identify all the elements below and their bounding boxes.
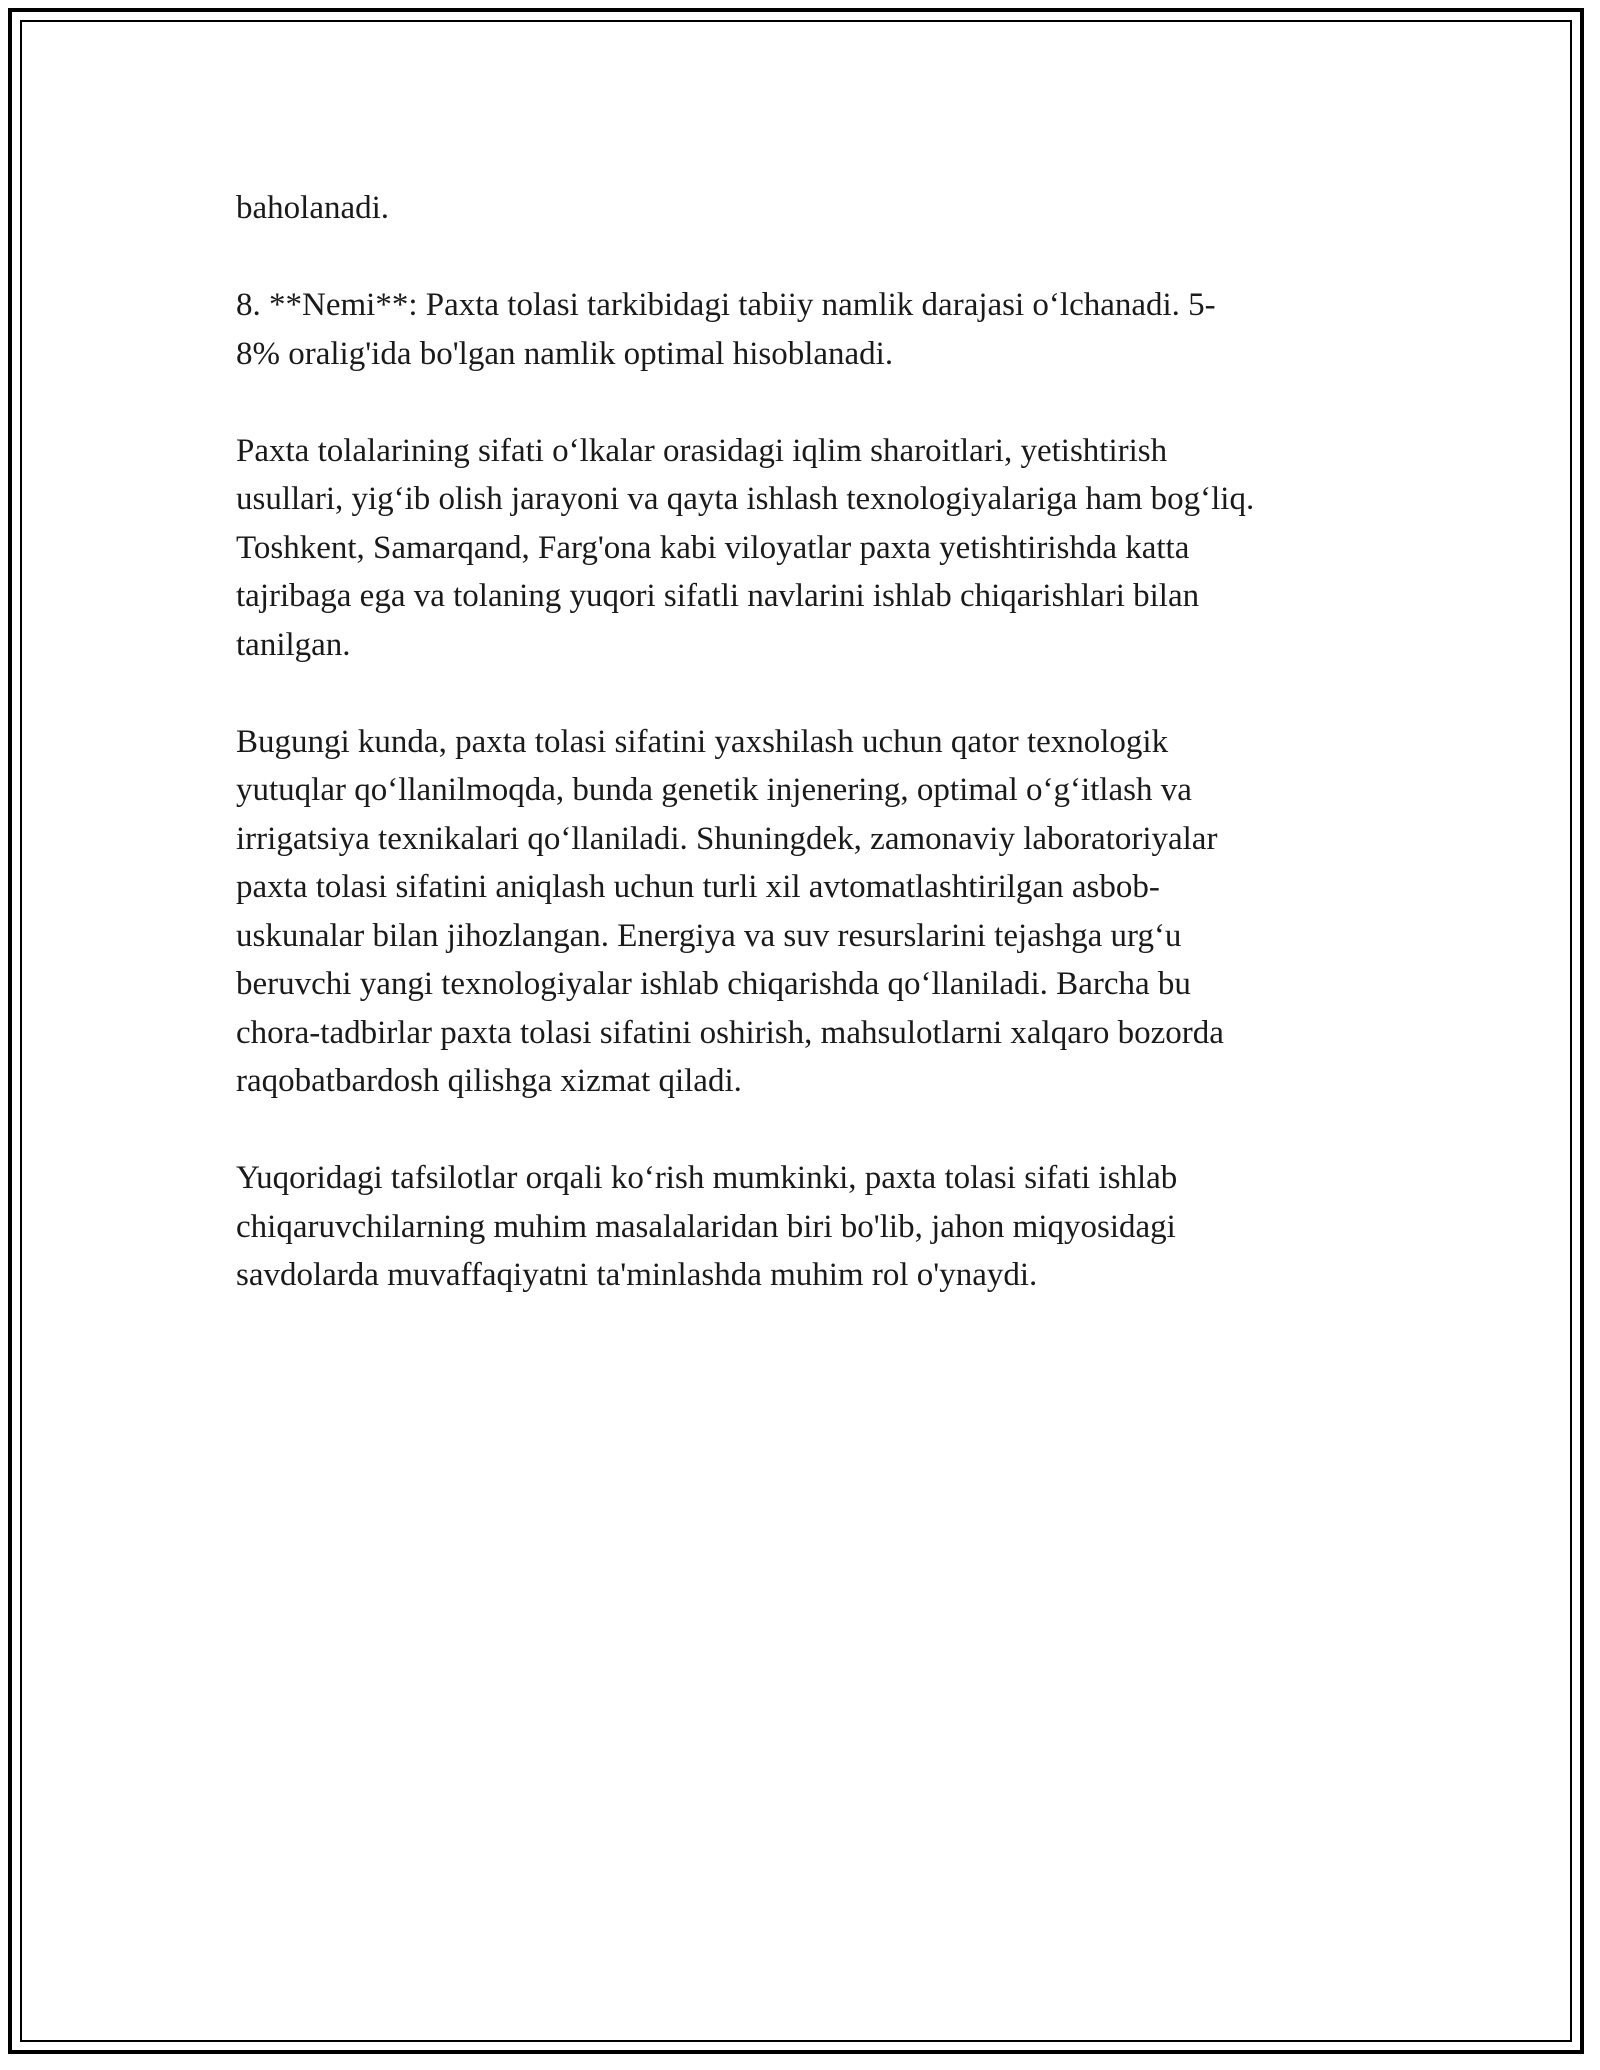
text-line: tajribaga ega va tolaning yuqori sifatli navlarini ishlab chiqarishlari bilan xyxy=(236,578,1200,614)
text-line: Toshkent, Samarqand, Farg'ona kabi viloyatlar paxta yetishtirishda katta xyxy=(236,529,1190,566)
text-line: 8% oralig'ida bo'lgan namlik optimal hisoblanadi. xyxy=(236,335,894,372)
text-line: raqobatbardosh qilishga xizmat qiladi. xyxy=(236,1063,742,1099)
text-line: tanilgan. xyxy=(236,626,351,663)
paragraph-conclusion xyxy=(236,1154,1366,1300)
paragraph-technology xyxy=(236,718,1366,1106)
text-line: usullari, yigʻib olish jarayoni va qayta ishlash texnologiyalariga ham bogʻliq. xyxy=(236,481,1255,517)
text-line: Yuqoridagi tafsilotlar orqali koʻrish mumkinki, paxta tolasi sifati ishlab xyxy=(236,1160,1178,1196)
text-line: Bugungi kunda, paxta tolasi sifatini yaxshilash uchun qator texnologik xyxy=(236,723,1169,760)
document-body xyxy=(236,184,1366,1348)
text-line: yutuqlar qoʻllanilmoqda, bunda genetik injenering, optimal oʻgʻitlash va xyxy=(236,772,1192,808)
text-line: paxta tolasi sifatini aniqlash uchun turli xil avtomatlashtirilgan asbob- xyxy=(236,869,1160,905)
text-line: 8. **Nemi**: Paxta tolasi tarkibidagi tabiiy namlik darajasi oʻlchanadi. 5- xyxy=(236,287,1216,323)
paragraph-moisture xyxy=(236,281,1366,378)
text-line: uskunalar bilan jihozlangan. Energiya va suv resurslarini tejashga urgʻu xyxy=(236,917,1182,954)
text-line: Paxta tolalarining sifati oʻlkalar orasidagi iqlim sharoitlari, yetishtirish xyxy=(236,432,1168,469)
paragraph-continuation xyxy=(236,184,1366,233)
text-line: chiqaruvchilarning muhim masalalaridan biri bo'lib, jahon miqyosidagi xyxy=(236,1208,1176,1245)
text-line: irrigatsiya texnikalari qoʻllaniladi. Shuningdek, zamonaviy laboratoriyalar xyxy=(236,820,1218,857)
text-line: savdolarda muvaffaqiyatni ta'minlashda muhim rol o'ynaydi. xyxy=(236,1257,1038,1293)
paragraph-regions xyxy=(236,427,1366,670)
text-line: chora-tadbirlar paxta tolasi sifatini oshirish, mahsulotlarni xalqaro bozorda xyxy=(236,1014,1224,1051)
text-line: baholanadi. xyxy=(236,190,390,226)
text-line: beruvchi yangi texnologiyalar ishlab chiqarishda qoʻllaniladi. Barcha bu xyxy=(236,966,1191,1002)
